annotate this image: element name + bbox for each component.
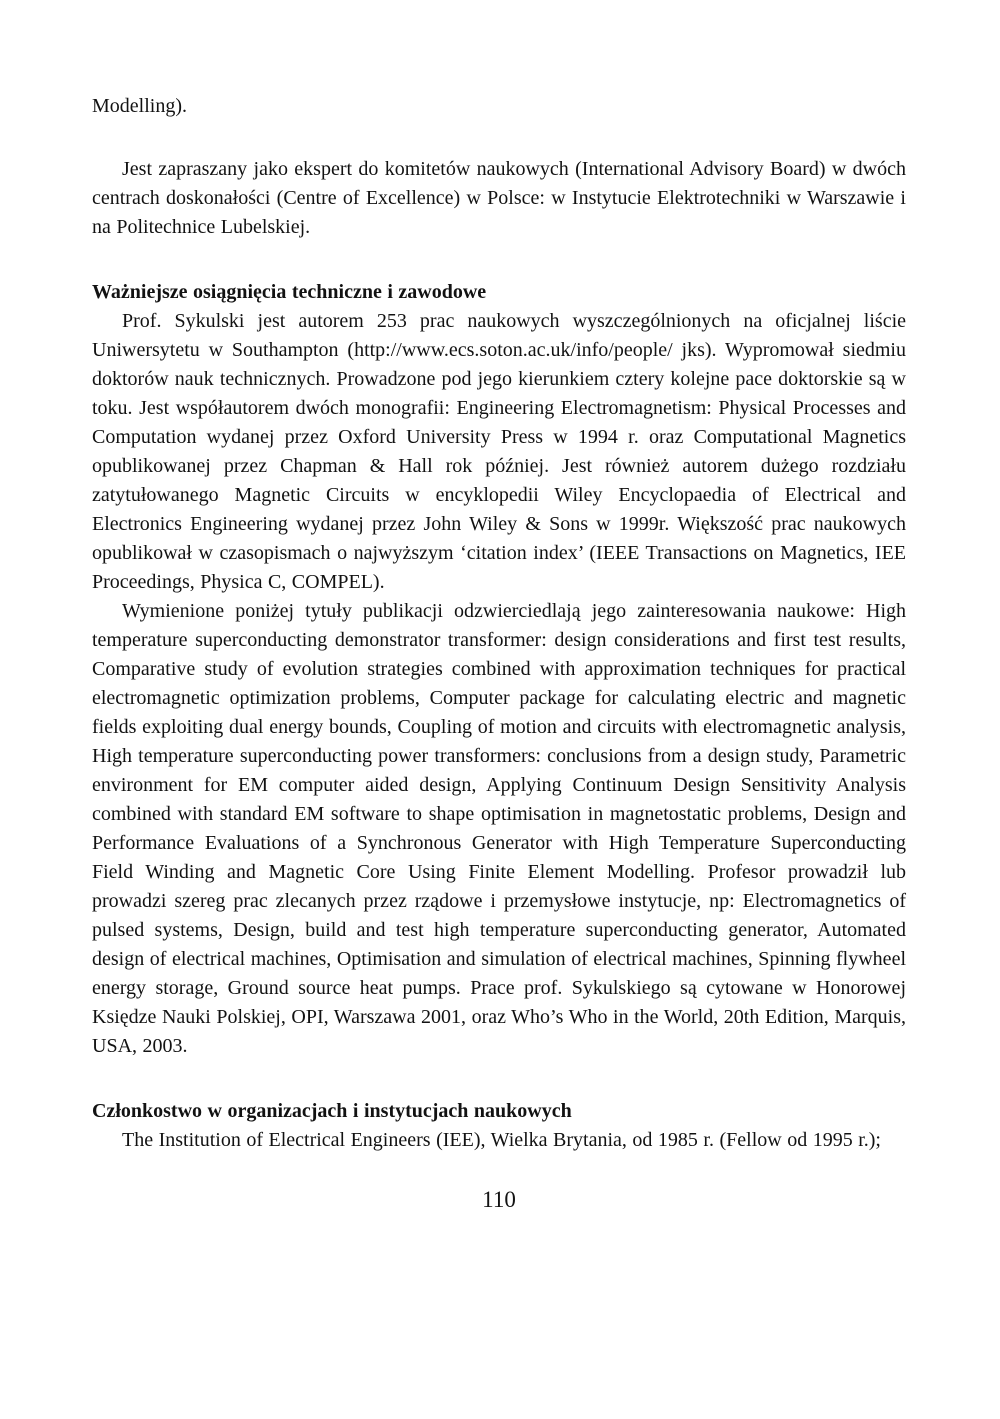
paragraph-tytuly-publikacji: Wymienione poniżej tytuły publikacji odzwierciedlają jego zainteresowania naukowe: High temperature superconducting demonstrator transformer: design considerations and first test results, Comparative study of evolution strategies combined with approximation techniques for practical electromagnetic optimization problems, Computer package for calculating electric and magnetic fields exploiting dual energy bounds, Coupling of motion and circuits with electromagnetic analysis, High temperature superconducting power transformers: conclusions from a design study, Parametric environment for EM computer aided design, Applying Continuum Design Sensitivity Analysis combined with standard EM software to shape optimisation in magnetostatic problems, Design and Performance Evaluations of a Synchronous Generator with High Temperature Superconducting Field Winding and Magnetic Core Using Finite Element Modelling. Profesor prowadził lub prowadzi szereg prac zlecanych przez rządowe i przemysłowe instytucje, np: Electromagnetics of pulsed systems, Design, build and test high temperature superconducting generator, Automated design of electrical machines, Optimisation and simulation of electrical machines, Spinning flywheel energy storage, Ground source heat pumps. Prace prof. Sykulskiego są cytowane w Honorowej Księdze Nauki Polskiej, OPI, Warszawa 2001, oraz Who’s Who in the World, 20th Edition, Marquis, USA, 2003. [92,600,906,1057]
paragraph-modelling-continuation: Modelling). [92,95,187,117]
paragraph-iee-membership: The Institution of Electrical Engineers (IEE), Wielka Brytania, od 1985 r. (Fellow od 1995 r.); [122,1129,881,1151]
paragraph-advisory-board: Jest zapraszany jako ekspert do komitetów naukowych (International Advisory Board) w dwóch centrach doskonałości (Centre of Excellence) w Polsce: w Instytucie Elektrotechniki w Warszawie i na Politechnice Lubelskiej. [92,158,906,238]
heading-wazniejsze-osiagniecia: Ważniejsze osiągnięcia techniczne i zawodowe [92,281,487,303]
page-number: 110 [482,1187,516,1212]
document-content [92,92,906,1215]
paragraph-prace-naukowe: Prof. Sykulski jest autorem 253 prac naukowych wyszczególnionych na oficjalnej liście Uniwersytetu w Southampton (http://www.ecs.soton.ac.uk/info/people/ jks). Wypromował siedmiu doktorów nauk technicznych. Prowadzone pod jego kierunkiem cztery kolejne pace doktorskie są w toku. Jest współautorem dwóch monografii: Engineering Electromagnetism: Physical Processes and Computation wydanej przez Oxford University Press w 1994 r. oraz Computational Magnetics opublikowanej przez Chapman & Hall rok później. Jest również autorem dużego rozdziału zatytułowanego Magnetic Circuits w encyklopedii Wiley Encyclopaedia of Electrical and Electronics Engineering wydanej przez John Wiley & Sons w 1999r. Większość prac naukowych opublikował w czasopismach o najwyższym ‘citation index’ (IEEE Transactions on Magnetics, IEE Proceedings, Physica C, COMPEL). [92,310,906,593]
heading-czlonkostwo: Członkostwo w organizacjach i instytucjach naukowych [92,1100,572,1122]
